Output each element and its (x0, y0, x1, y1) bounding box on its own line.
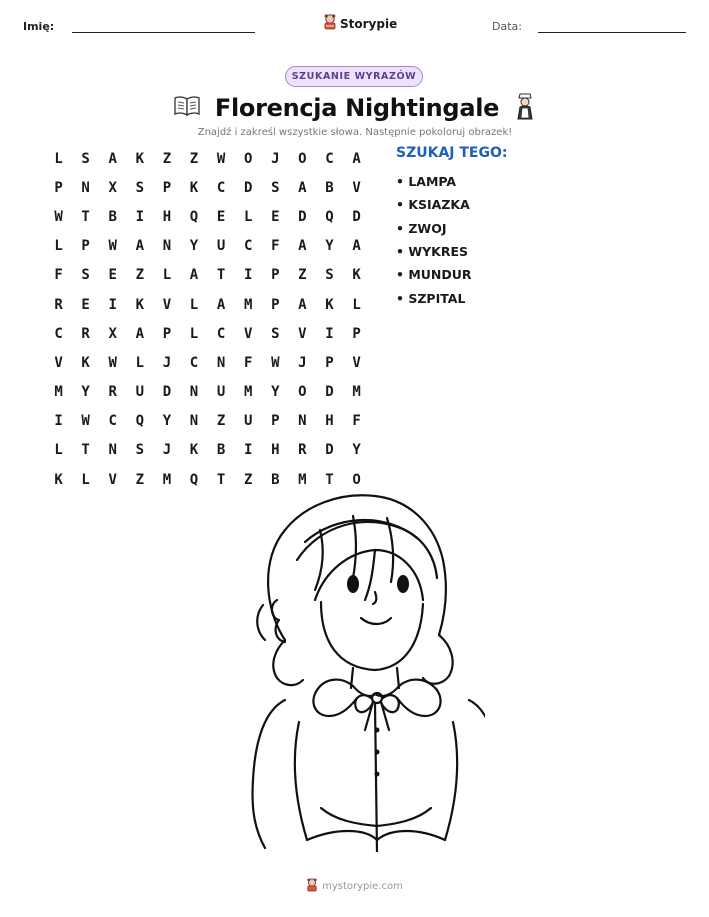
name-label: Imię: (23, 20, 55, 33)
grid-letter[interactable]: C (216, 325, 226, 342)
grid-row (45, 261, 370, 290)
grid-row (45, 202, 370, 231)
date-label: Data: (492, 20, 522, 33)
grid-letter[interactable]: C (243, 238, 253, 255)
grid-letter[interactable]: A (298, 238, 307, 255)
grid-letter[interactable]: B (216, 442, 226, 459)
grid-row (45, 436, 370, 465)
grid-letter[interactable]: P (81, 238, 90, 255)
grid-letter[interactable]: P (162, 325, 172, 342)
grid-letter[interactable]: L (54, 442, 63, 459)
grid-letter[interactable]: B (108, 208, 117, 225)
grid-letter[interactable]: H (162, 208, 172, 225)
grid-letter[interactable]: A (298, 296, 307, 313)
grid-letter[interactable]: Y (352, 442, 361, 459)
grid-letter[interactable]: J (162, 442, 172, 459)
grid-letter[interactable]: N (162, 238, 172, 255)
grid-letter[interactable]: U (243, 413, 253, 430)
grid-letter[interactable]: Y (189, 238, 199, 255)
grid-letter[interactable]: Y (325, 238, 334, 255)
grid-letter[interactable]: S (81, 150, 90, 167)
grid-letter[interactable]: D (352, 208, 361, 225)
grid-letter[interactable]: A (135, 325, 145, 342)
grid-letter[interactable]: M (243, 384, 253, 401)
grid-letter[interactable]: M (298, 471, 307, 488)
grid-letter[interactable]: O (243, 150, 253, 167)
grid-letter[interactable]: C (325, 150, 334, 167)
activity-badge: SZUKANIE WYRAZÓW (285, 66, 423, 87)
grid-letter[interactable]: X (108, 179, 117, 196)
grid-letter[interactable]: F (243, 354, 253, 371)
nurse-icon (513, 92, 537, 124)
grid-letter[interactable]: N (216, 354, 226, 371)
grid-letter[interactable]: W (108, 354, 117, 371)
word-list (396, 170, 472, 310)
grid-letter[interactable]: N (81, 179, 90, 196)
grid-letter[interactable]: K (135, 150, 145, 167)
grid-letter[interactable]: L (189, 325, 199, 342)
grid-letter[interactable]: L (135, 354, 145, 371)
grid-letter[interactable]: O (298, 384, 307, 401)
grid-letter[interactable]: S (271, 179, 280, 196)
brand-name: Storypie (340, 16, 398, 31)
grid-letter[interactable]: Q (189, 471, 199, 488)
word-list-heading: SZUKAJ TEGO: (396, 145, 508, 161)
grid-letter[interactable]: A (108, 150, 117, 167)
grid-letter[interactable]: A (352, 150, 361, 167)
grid-row (45, 378, 370, 407)
grid-letter[interactable]: A (135, 238, 145, 255)
word-list-item: • KSIAZKA (396, 197, 470, 213)
florence-nightingale-coloring-illustration (225, 490, 485, 852)
grid-letter[interactable]: N (189, 413, 199, 430)
grid-letter[interactable]: V (243, 325, 253, 342)
grid-letter[interactable]: Z (216, 413, 226, 430)
grid-letter[interactable]: U (216, 384, 226, 401)
grid-letter[interactable]: W (54, 208, 63, 225)
grid-letter[interactable]: K (54, 471, 63, 488)
grid-letter[interactable]: I (243, 267, 253, 284)
grid-letter[interactable]: Z (189, 150, 199, 167)
grid-letter[interactable]: V (162, 296, 172, 313)
grid-letter[interactable]: S (135, 179, 145, 196)
grid-letter[interactable]: Z (135, 471, 145, 488)
grid-letter[interactable]: W (108, 238, 117, 255)
grid-letter[interactable]: M (162, 471, 172, 488)
grid-letter[interactable]: W (216, 150, 226, 167)
grid-letter[interactable]: D (325, 442, 334, 459)
grid-letter[interactable]: T (325, 471, 334, 488)
grid-letter[interactable]: T (81, 208, 90, 225)
grid-letter[interactable]: N (108, 442, 117, 459)
grid-letter[interactable]: Q (135, 413, 145, 430)
grid-letter[interactable]: V (352, 179, 361, 196)
grid-letter[interactable]: O (352, 471, 361, 488)
grid-letter[interactable]: P (271, 296, 280, 313)
grid-letter[interactable]: P (54, 179, 63, 196)
grid-letter[interactable]: H (271, 442, 280, 459)
grid-letter[interactable]: C (54, 325, 63, 342)
grid-row (45, 173, 370, 202)
grid-letter[interactable]: C (189, 354, 199, 371)
grid-letter[interactable]: F (54, 267, 63, 284)
word-list-item: • ZWOJ (396, 220, 447, 236)
grid-letter[interactable]: V (352, 354, 361, 371)
word-list-item: • SZPITAL (396, 290, 466, 306)
grid-letter[interactable]: E (216, 208, 226, 225)
grid-letter[interactable]: M (243, 296, 253, 313)
grid-letter[interactable]: S (271, 325, 280, 342)
grid-letter[interactable]: P (271, 413, 280, 430)
grid-letter[interactable]: W (271, 354, 280, 371)
storypie-logo-icon (306, 878, 318, 895)
grid-letter[interactable]: A (298, 179, 307, 196)
grid-letter[interactable]: R (81, 325, 90, 342)
grid-letter[interactable]: D (298, 208, 307, 225)
grid-letter[interactable]: K (81, 354, 90, 371)
grid-letter[interactable]: L (54, 150, 63, 167)
grid-letter[interactable]: Z (243, 471, 253, 488)
grid-letter[interactable]: K (325, 296, 334, 313)
word-list-item: • LAMPA (396, 174, 457, 190)
grid-letter[interactable]: F (271, 238, 280, 255)
grid-letter[interactable]: Q (325, 208, 334, 225)
grid-letter[interactable]: A (216, 296, 226, 313)
grid-letter[interactable]: Z (135, 267, 145, 284)
grid-letter[interactable]: L (352, 296, 361, 313)
grid-letter[interactable]: L (54, 238, 63, 255)
grid-letter[interactable]: V (108, 471, 117, 488)
grid-letter[interactable]: E (271, 208, 280, 225)
grid-letter[interactable]: O (298, 150, 307, 167)
grid-letter[interactable]: A (352, 238, 361, 255)
grid-letter[interactable]: L (162, 267, 172, 284)
grid-letter[interactable]: I (54, 413, 63, 430)
name-line[interactable] (72, 32, 255, 33)
grid-letter[interactable]: A (189, 267, 199, 284)
grid-letter[interactable]: K (352, 267, 361, 284)
grid-letter[interactable]: T (216, 471, 226, 488)
grid-letter[interactable]: W (81, 413, 90, 430)
grid-letter[interactable]: I (325, 325, 334, 342)
grid-letter[interactable]: C (216, 179, 226, 196)
grid-letter[interactable]: N (298, 413, 307, 430)
grid-row (45, 290, 370, 319)
grid-letter[interactable]: D (325, 384, 334, 401)
grid-letter[interactable]: E (81, 296, 90, 313)
grid-letter[interactable]: F (352, 413, 361, 430)
grid-letter[interactable]: S (81, 267, 90, 284)
grid-letter[interactable]: S (325, 267, 334, 284)
grid-letter[interactable]: I (243, 442, 253, 459)
grid-letter[interactable]: T (81, 442, 90, 459)
page-title: Florencja Nightingale (214, 94, 500, 122)
grid-letter[interactable]: D (243, 179, 253, 196)
grid-letter[interactable]: S (135, 442, 145, 459)
grid-letter[interactable]: R (108, 384, 117, 401)
grid-letter[interactable]: L (243, 208, 253, 225)
grid-letter[interactable]: C (108, 413, 117, 430)
grid-letter[interactable]: P (271, 267, 280, 284)
grid-letter[interactable]: J (162, 354, 172, 371)
word-list-item: • WYKRES (396, 244, 469, 260)
grid-letter[interactable]: X (108, 325, 117, 342)
footer (0, 878, 709, 895)
grid-letter[interactable]: R (54, 296, 63, 313)
grid-letter[interactable]: K (189, 442, 199, 459)
grid-letter[interactable]: I (135, 208, 145, 225)
grid-letter[interactable]: M (352, 384, 361, 401)
grid-letter[interactable]: D (162, 384, 172, 401)
grid-letter[interactable]: Q (189, 208, 199, 225)
grid-letter[interactable]: T (216, 267, 226, 284)
grid-letter[interactable]: I (108, 296, 117, 313)
grid-row (45, 232, 370, 261)
grid-letter[interactable]: U (135, 384, 145, 401)
grid-letter[interactable]: B (325, 179, 334, 196)
instructions: Znajdź i zakreśl wszystkie słowa. Następnie pokoloruj obrazek! (197, 127, 513, 138)
grid-letter[interactable]: J (298, 354, 307, 371)
grid-letter[interactable]: V (298, 325, 307, 342)
grid-letter[interactable]: Z (298, 267, 307, 284)
grid-letter[interactable]: L (189, 296, 199, 313)
grid-letter[interactable]: Z (162, 150, 172, 167)
word-search-grid[interactable] (45, 144, 370, 494)
storypie-logo-icon (323, 14, 337, 33)
grid-row (45, 319, 370, 348)
grid-letter[interactable]: M (54, 384, 63, 401)
title-row (160, 88, 550, 128)
grid-letter[interactable]: H (325, 413, 334, 430)
grid-letter[interactable]: J (271, 150, 280, 167)
grid-letter[interactable]: B (271, 471, 280, 488)
grid-letter[interactable]: V (54, 354, 63, 371)
word-list-item: • MUNDUR (396, 267, 472, 283)
grid-letter[interactable]: R (298, 442, 307, 459)
grid-letter[interactable]: E (108, 267, 117, 284)
grid-row (45, 348, 370, 377)
grid-letter[interactable]: Y (81, 384, 90, 401)
footer-url[interactable]: mystorypie.com (322, 881, 403, 892)
grid-letter[interactable]: Y (162, 413, 172, 430)
open-book-icon (173, 95, 201, 121)
grid-letter[interactable]: U (216, 238, 226, 255)
grid-letter[interactable]: P (162, 179, 172, 196)
date-line[interactable] (538, 32, 686, 33)
grid-letter[interactable]: Y (271, 384, 280, 401)
brand-logo (323, 14, 397, 33)
grid-letter[interactable]: P (325, 354, 334, 371)
grid-letter[interactable]: K (135, 296, 145, 313)
grid-row (45, 407, 370, 436)
grid-letter[interactable]: L (81, 471, 90, 488)
grid-letter[interactable]: P (352, 325, 361, 342)
grid-letter[interactable]: N (189, 384, 199, 401)
grid-row (45, 144, 370, 173)
grid-letter[interactable]: K (189, 179, 199, 196)
